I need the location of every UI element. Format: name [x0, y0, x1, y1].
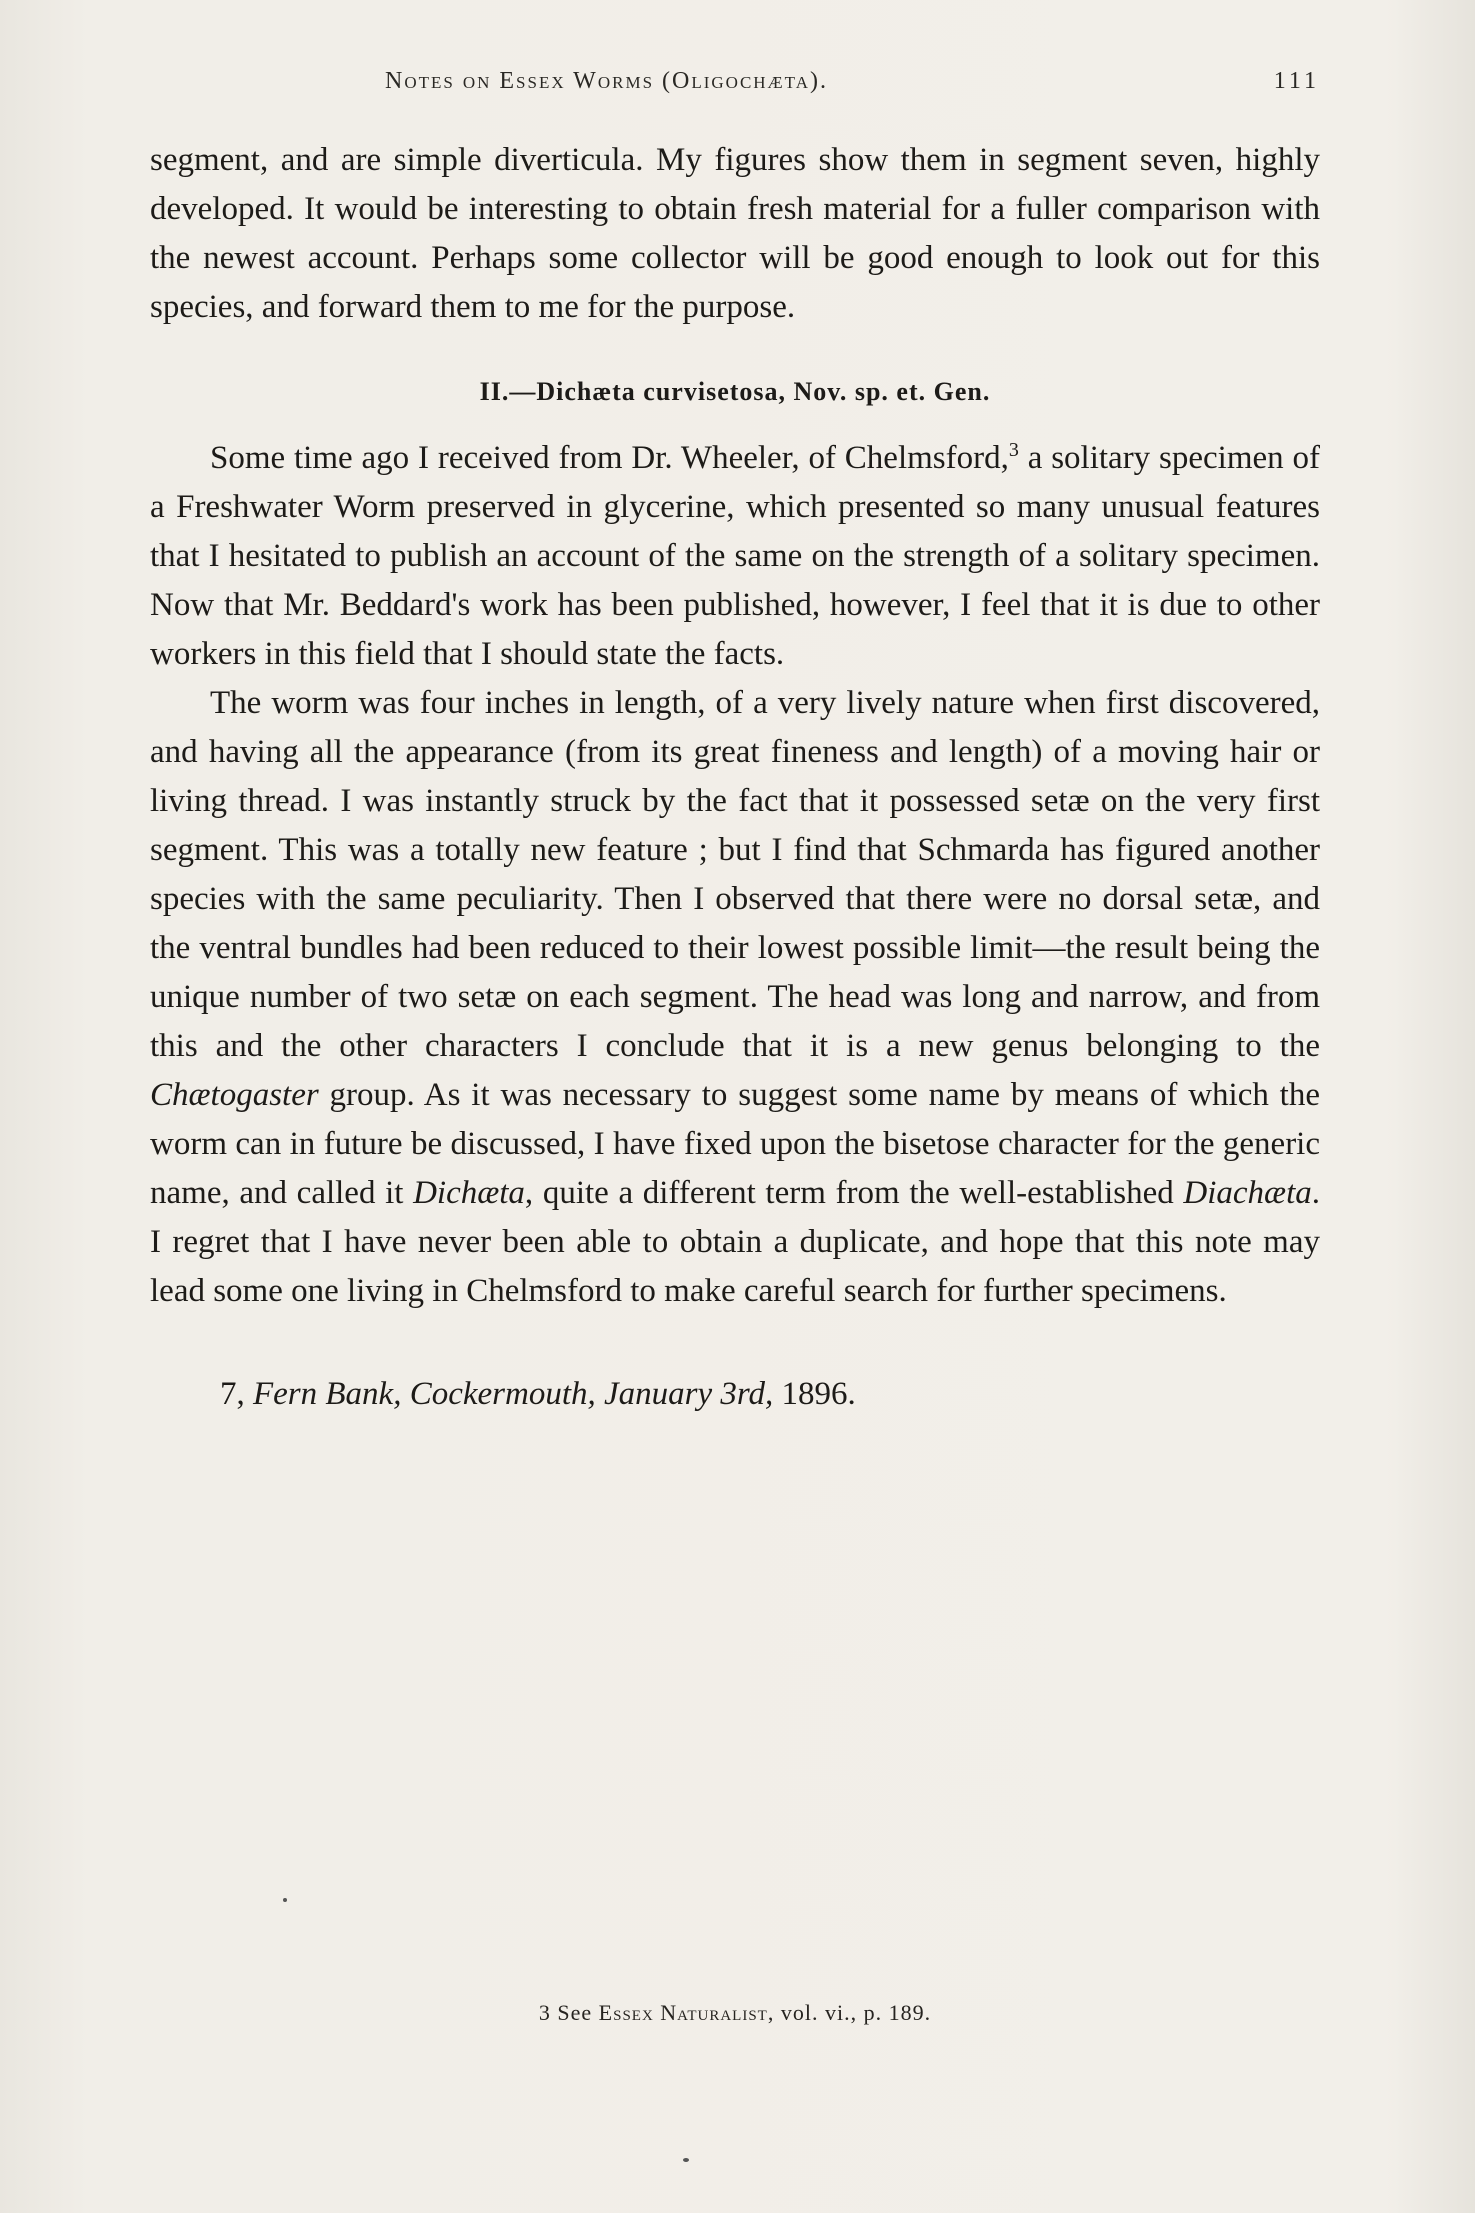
paragraph-text: group. As it was necessary to suggest some name by means of which the worm can in future be discussed, I have fixed upon the bisetose character for the generic name, and called it: [150, 1077, 1320, 1211]
signature-place-date: Fern Bank, Cockermouth, January 3rd,: [253, 1376, 774, 1412]
paragraph-specimen: [150, 434, 1320, 679]
footnote-see: See: [557, 2000, 593, 2025]
footnote-reference: vol. vi., p. 189.: [780, 2000, 932, 2025]
paragraph-text: , quite a different term from the well-established: [524, 1175, 1184, 1211]
page-header: [150, 68, 1320, 108]
paragraph-text: . I regret that I have never been able to obtain a duplicate, and hope that this note may lead some one living in Chelmsford to make careful search for further specimens.: [150, 1175, 1320, 1309]
footnote: [150, 2000, 1320, 2026]
signature-year: 1896.: [781, 1376, 856, 1412]
footnote-number: 3: [538, 2000, 551, 2025]
print-speck: [683, 2158, 689, 2162]
paragraph-text: a solitary specimen of a Freshwater Worm preserved in glycerine, which presented so many unusual features that I hesitated to publish an account of the same on the strength of a solitary specimen. Now that Mr. Beddard's work has been published, however, I feel that it is due to other workers in this field that I should state the facts.: [150, 440, 1320, 672]
print-speck: [283, 1898, 287, 1902]
page-number: 111: [1273, 68, 1320, 94]
body-text: [150, 136, 1320, 1419]
signature-line: [220, 1370, 1320, 1419]
running-title: Notes on Essex Worms (Oligochæta).: [385, 68, 828, 94]
footnote-marker: 3: [1008, 439, 1019, 461]
genus-name: Chætogaster: [150, 1077, 319, 1113]
genus-name: Diachæta: [1183, 1175, 1312, 1211]
paragraph-text: Some time ago I received from Dr. Wheeler, of Chelmsford,: [210, 440, 1009, 476]
genus-name: Dichæta: [413, 1175, 525, 1211]
paragraph-description: [150, 679, 1320, 1316]
section-heading: II.—Dichæta curvisetosa, Nov. sp. et. Gen.: [479, 377, 991, 406]
paragraph-text: The worm was four inches in length, of a very lively nature when first discovered, and having all the appearance (from its great fineness and length) of a moving hair or living thread. I was instantly struck by the fact that it possessed setæ on the very first segment. This was a totally new feature ; but I find that Schmarda has figured another species with the same peculiarity. Then I observed that there were no dorsal setæ, and the ventral bundles had been reduced to their lowest possible limit—the result being the unique number of two setæ on each segment. The head was long and narrow, and from this and the other characters I conclude that it is a new genus belonging to the: [150, 685, 1320, 1064]
paragraph-continuation: segment, and are simple diverticula. My figures show them in segment seven, highly developed. It would be interesting to obtain fresh material for a fuller comparison with the newest account. Perhaps some collector will be good enough to look out for this species, and forward them to me for the purpose.: [150, 142, 1320, 325]
signature-number: 7,: [220, 1376, 245, 1412]
footnote-journal: Essex Naturalist,: [598, 2000, 775, 2025]
